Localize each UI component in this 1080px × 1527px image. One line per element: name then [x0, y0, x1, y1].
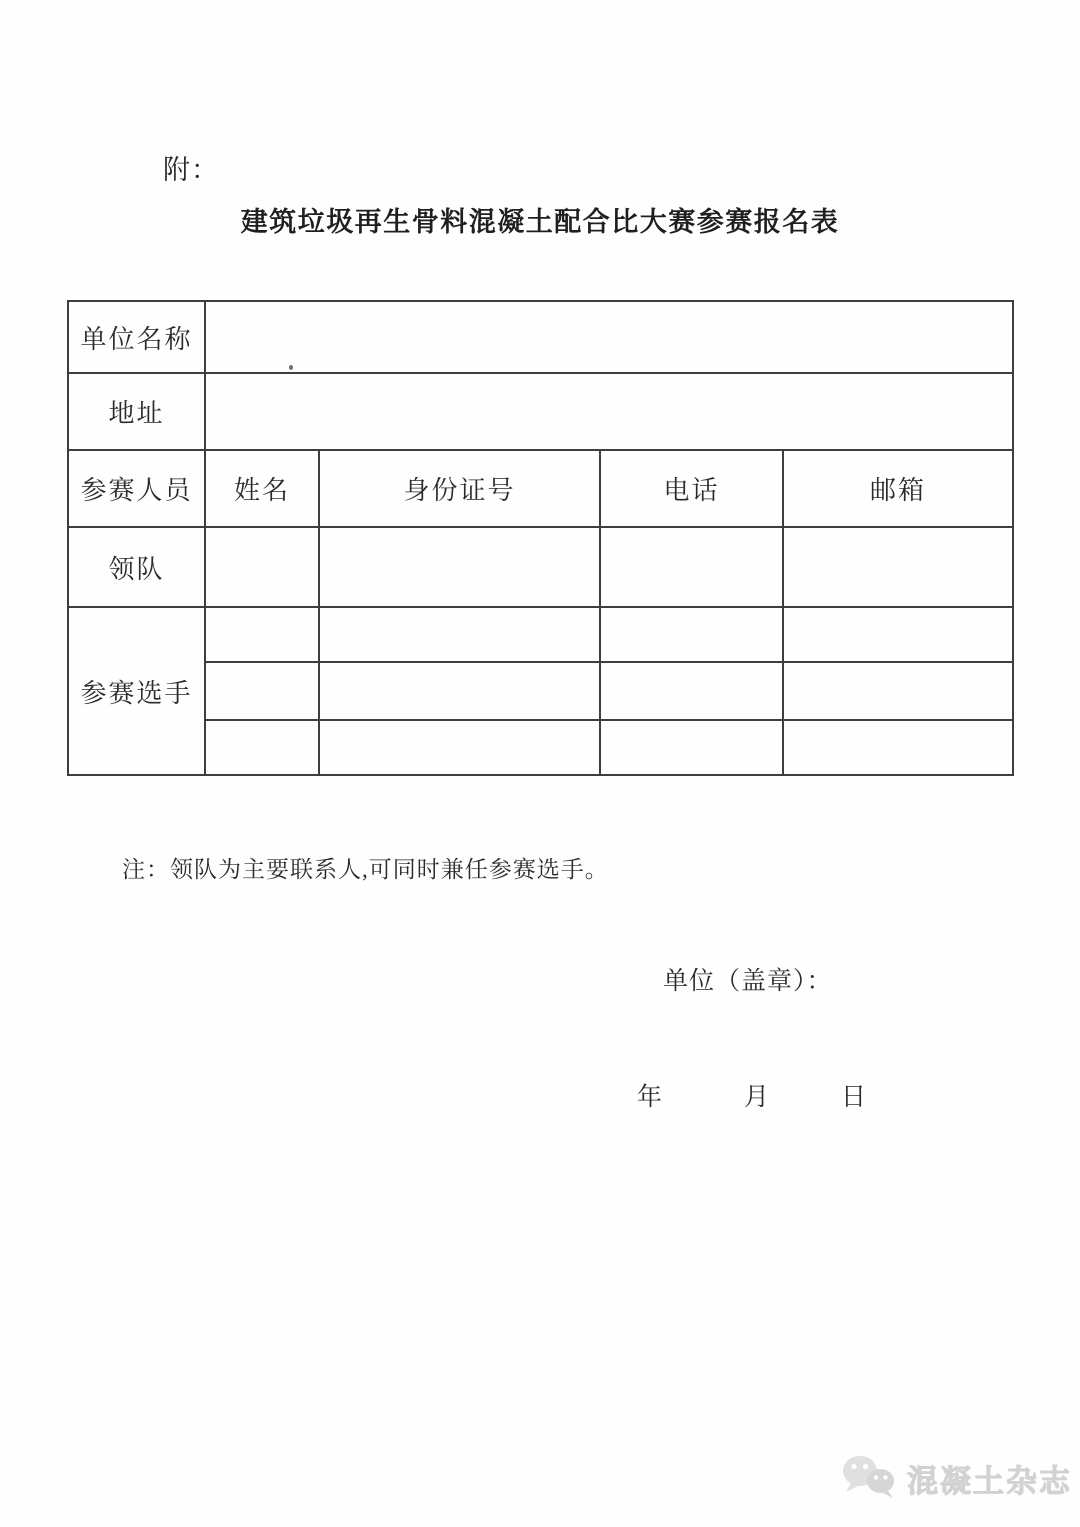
contestant-2-email-cell [783, 662, 1013, 720]
contestant-3-name-cell [205, 720, 319, 775]
header-phone: 电话 [600, 450, 783, 527]
note-text: 注：领队为主要联系人,可同时兼任参赛选手。 [122, 857, 609, 882]
contestant-3-id-cell [319, 720, 600, 775]
page-title: 建筑垃圾再生骨料混凝土配合比大赛参赛报名表 [240, 207, 840, 237]
contestant-3-phone-cell [600, 720, 783, 775]
wechat-logo-icon [838, 1452, 900, 1504]
header-id-number: 身份证号 [319, 450, 600, 527]
table-row-contestant [68, 607, 1013, 662]
watermark-text: 混凝土杂志 [907, 1463, 1072, 1499]
scan-artifact-dot [289, 365, 293, 370]
header-name: 姓名 [205, 450, 319, 527]
contestant-2-phone-cell [600, 662, 783, 720]
leader-label: 领队 [68, 527, 205, 607]
contestant-3-email-cell [783, 720, 1013, 775]
leader-email-cell [783, 527, 1013, 607]
contestant-label: 参赛选手 [68, 607, 205, 775]
contestant-1-name-cell [205, 607, 319, 662]
table-row-contestant [68, 720, 1013, 775]
address-value-cell [205, 373, 1013, 450]
contestant-1-id-cell [319, 607, 600, 662]
leader-name-cell [205, 527, 319, 607]
header-group: 参赛人员 [68, 450, 205, 527]
table-row-contestant [68, 662, 1013, 720]
contestant-2-id-cell [319, 662, 600, 720]
contestant-1-email-cell [783, 607, 1013, 662]
leader-id-cell [319, 527, 600, 607]
contestant-1-phone-cell [600, 607, 783, 662]
table-header-row [68, 450, 1013, 527]
attachment-label: 附： [163, 155, 219, 185]
year-label: 年 [637, 1084, 663, 1111]
header-email: 邮箱 [783, 450, 1013, 527]
month-label: 月 [744, 1084, 770, 1111]
address-label: 地址 [68, 373, 205, 450]
day-label: 日 [841, 1084, 867, 1111]
table-row-leader [68, 527, 1013, 607]
table-row [68, 301, 1013, 373]
date-line [0, 1077, 1080, 1111]
publisher-watermark [838, 1452, 1072, 1504]
contestant-2-name-cell [205, 662, 319, 720]
leader-phone-cell [600, 527, 783, 607]
registration-table [67, 300, 1014, 776]
unit-seal-label: 单位（盖章）： [663, 968, 833, 995]
unit-name-value-cell [205, 301, 1013, 373]
unit-name-label: 单位名称 [68, 301, 205, 373]
table-row [68, 373, 1013, 450]
